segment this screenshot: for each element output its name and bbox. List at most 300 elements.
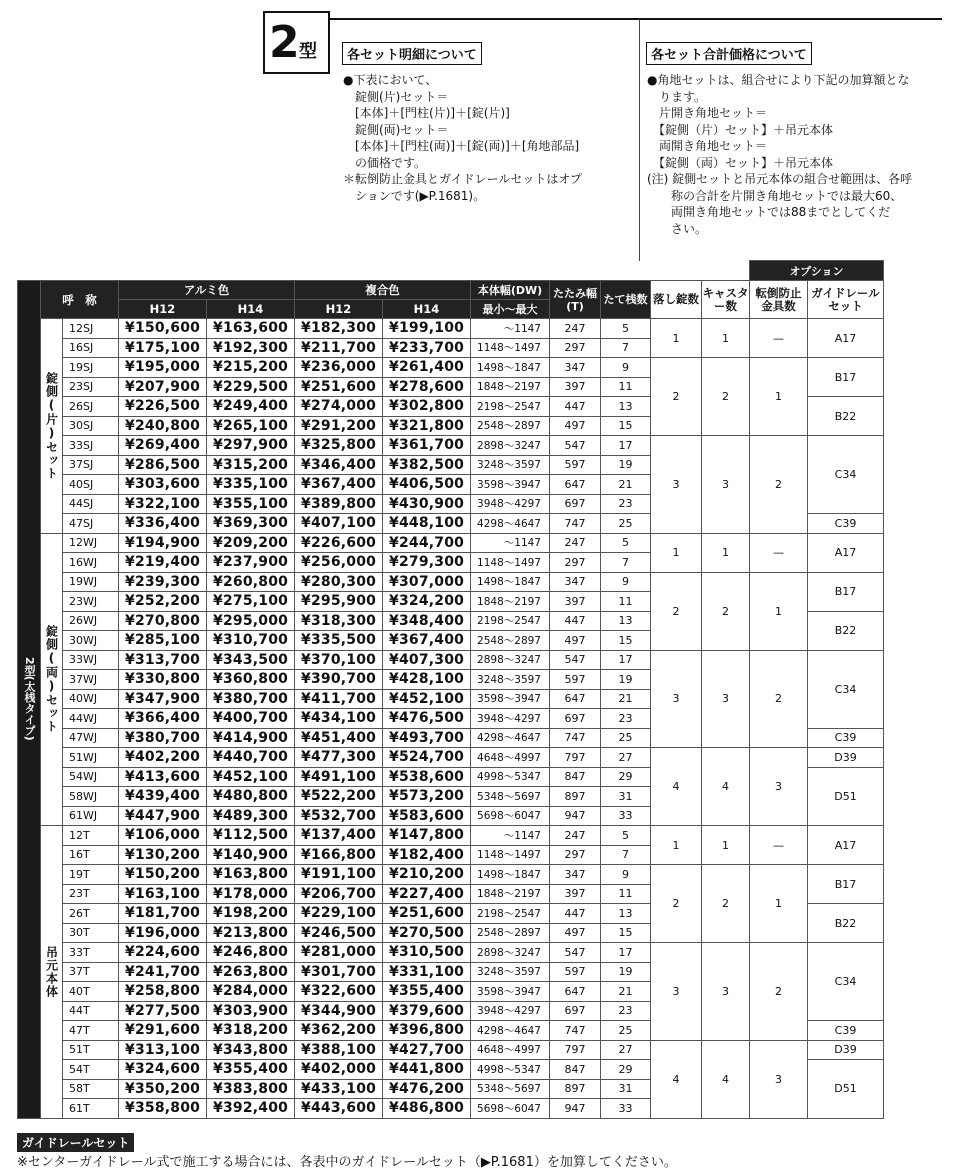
fukugo-h14-price: ¥270,500 [383, 923, 471, 943]
dw-range: 3248～3597 [471, 670, 550, 690]
alumi-h14-price: ¥392,400 [207, 1099, 295, 1119]
guide-value: B22 [808, 611, 884, 650]
fukugo-h12-price: ¥226,600 [295, 533, 383, 553]
alumi-h14-price: ¥355,100 [207, 494, 295, 514]
alumi-h12-price: ¥196,000 [119, 923, 207, 943]
tatami-width: 297 [550, 553, 601, 573]
fukugo-h12-price: ¥166,800 [295, 845, 383, 865]
tate-count: 23 [601, 1001, 651, 1021]
alumi-h14-price: ¥263,800 [207, 962, 295, 982]
dw-range: 3598～3947 [471, 982, 550, 1002]
fukugo-h14-price: ¥355,400 [383, 982, 471, 1002]
alumi-h14-price: ¥237,900 [207, 553, 295, 573]
fukugo-h14-price: ¥261,400 [383, 358, 471, 378]
tate-count: 11 [601, 884, 651, 904]
dw-range: 1498～1847 [471, 865, 550, 885]
dw-range: 4648～4997 [471, 748, 550, 768]
dw-range: 4298～4647 [471, 728, 550, 748]
tatami-width: 597 [550, 962, 601, 982]
tatami-width: 797 [550, 748, 601, 768]
fukugo-h12-price: ¥322,600 [295, 982, 383, 1002]
right-note-line: ります。 [647, 89, 707, 104]
dw-range: 2898～3247 [471, 436, 550, 456]
fukugo-h14-price: ¥452,100 [383, 689, 471, 709]
col-name-header: 呼 称 [41, 281, 119, 319]
fukugo-h14-price: ¥396,800 [383, 1021, 471, 1041]
alumi-h12-price: ¥350,200 [119, 1079, 207, 1099]
right-note-line: 両開き角地セット＝ [647, 139, 768, 153]
tatami-width: 397 [550, 377, 601, 397]
tate-count: 7 [601, 553, 651, 573]
alumi-h12-price: ¥195,000 [119, 358, 207, 378]
dw-range: 5348～5697 [471, 787, 550, 807]
fukugo-h12-price: ¥236,000 [295, 358, 383, 378]
tatami-width: 497 [550, 631, 601, 651]
right-section-notes [647, 72, 912, 237]
header-divider [639, 19, 640, 270]
dw-range: 4998～5347 [471, 767, 550, 787]
alumi-h12-price: ¥447,900 [119, 806, 207, 826]
alumi-h14-price: ¥380,700 [207, 689, 295, 709]
tatami-width: 897 [550, 787, 601, 807]
alumi-h12-price: ¥219,400 [119, 553, 207, 573]
table-row [18, 436, 884, 456]
tento-value: 2 [750, 943, 808, 1041]
alumi-h14-price: ¥360,800 [207, 670, 295, 690]
caster-value: 2 [702, 572, 750, 650]
model-code: 12WJ [63, 533, 119, 553]
tate-count: 33 [601, 1099, 651, 1119]
model-code: 26SJ [63, 397, 119, 417]
alumi-h14-price: ¥400,700 [207, 709, 295, 729]
tatami-width: 647 [550, 689, 601, 709]
model-code: 37WJ [63, 670, 119, 690]
fukugo-h12-price: ¥532,700 [295, 806, 383, 826]
left-note-line: の価格です。 [343, 155, 427, 170]
fukugo-h14-price: ¥441,800 [383, 1060, 471, 1080]
fukugo-h12-price: ¥522,200 [295, 787, 383, 807]
alumi-h14-price: ¥265,100 [207, 416, 295, 436]
fukugo-h12-price: ¥211,700 [295, 338, 383, 358]
tatami-width: 697 [550, 1001, 601, 1021]
tate-count: 19 [601, 455, 651, 475]
tatami-width: 597 [550, 670, 601, 690]
dw-range: 5698～6047 [471, 806, 550, 826]
alumi-h12-price: ¥380,700 [119, 728, 207, 748]
alumi-h14-price: ¥440,700 [207, 748, 295, 768]
alumi-h14-price: ¥213,800 [207, 923, 295, 943]
dw-range: ～1147 [471, 319, 550, 339]
dw-range: 2898～3247 [471, 650, 550, 670]
model-code: 58T [63, 1079, 119, 1099]
tatami-width: 547 [550, 436, 601, 456]
left-note-line: [本体]＋[門柱(片)]＋[錠(片)] [343, 106, 510, 120]
fukugo-h12-price: ¥388,100 [295, 1040, 383, 1060]
alumi-h12-price: ¥286,500 [119, 455, 207, 475]
alumi-h12-price: ¥285,100 [119, 631, 207, 651]
left-note-line: ●下表において、 [343, 73, 438, 87]
model-code: 19SJ [63, 358, 119, 378]
table-row [18, 572, 884, 592]
model-code: 58WJ [63, 787, 119, 807]
fukugo-h12-price: ¥251,600 [295, 377, 383, 397]
fukugo-h14-price: ¥348,400 [383, 611, 471, 631]
group-label: 錠側(両)セット [41, 533, 63, 826]
alumi-h14-price: ¥295,000 [207, 611, 295, 631]
tate-count: 15 [601, 631, 651, 651]
dw-range: 4298～4647 [471, 1021, 550, 1041]
tatami-width: 847 [550, 1060, 601, 1080]
dw-range: 2548～2897 [471, 631, 550, 651]
otoshi-value: 3 [651, 436, 702, 534]
model-code: 40SJ [63, 475, 119, 495]
table-row [18, 533, 884, 553]
alumi-h14-price: ¥163,600 [207, 319, 295, 339]
fukugo-h14-price: ¥428,100 [383, 670, 471, 690]
alumi-h14-price: ¥414,900 [207, 728, 295, 748]
tento-value: 1 [750, 358, 808, 436]
fukugo-h12-price: ¥344,900 [295, 1001, 383, 1021]
alumi-h14-price: ¥229,500 [207, 377, 295, 397]
fukugo-h14-price: ¥406,500 [383, 475, 471, 495]
guide-value: C34 [808, 943, 884, 1021]
model-code: 51WJ [63, 748, 119, 768]
tatami-width: 247 [550, 319, 601, 339]
alumi-h14-price: ¥315,200 [207, 455, 295, 475]
model-code: 54T [63, 1060, 119, 1080]
alumi-h14-header: H14 [207, 300, 295, 319]
fukugo-h14-price: ¥302,800 [383, 397, 471, 417]
tate-count: 17 [601, 650, 651, 670]
dw-range: 3948～4297 [471, 709, 550, 729]
fukugo-h14-price: ¥321,800 [383, 416, 471, 436]
alumi-h14-price: ¥297,900 [207, 436, 295, 456]
dw-range: 2198～2547 [471, 397, 550, 417]
model-code: 16T [63, 845, 119, 865]
fukugo-h14-price: ¥199,100 [383, 319, 471, 339]
dw-range: 4298～4647 [471, 514, 550, 534]
tate-count: 13 [601, 611, 651, 631]
fukugo-h14-price: ¥147,800 [383, 826, 471, 846]
fukugo-h12-price: ¥325,800 [295, 436, 383, 456]
fukugo-h14-price: ¥379,600 [383, 1001, 471, 1021]
fukugo-h14-price: ¥407,300 [383, 650, 471, 670]
fukugo-h12-price: ¥318,300 [295, 611, 383, 631]
guide-value: B22 [808, 904, 884, 943]
tatami-width: 747 [550, 728, 601, 748]
tatami-width: 347 [550, 572, 601, 592]
tate-count: 9 [601, 865, 651, 885]
model-code: 33WJ [63, 650, 119, 670]
otoshi-value: 3 [651, 650, 702, 748]
alumi-h12-price: ¥322,100 [119, 494, 207, 514]
caster-value: 4 [702, 1040, 750, 1118]
fukugo-h12-price: ¥390,700 [295, 670, 383, 690]
fukugo-h14-price: ¥251,600 [383, 904, 471, 924]
right-section-title: 各セット合計価格について [646, 42, 812, 65]
tate-header: たて桟数 [601, 281, 651, 319]
fukugo-h12-price: ¥362,200 [295, 1021, 383, 1041]
left-note-line: 錠側(両)セット＝ [343, 122, 449, 137]
table-row [18, 319, 884, 339]
right-note-line: ●角地セットは、組合せにより下記の加算額とな [647, 73, 910, 87]
otoshi-value: 4 [651, 748, 702, 826]
tate-count: 31 [601, 1079, 651, 1099]
caster-value: 2 [702, 865, 750, 943]
model-code: 33T [63, 943, 119, 963]
tatami-width: 597 [550, 455, 601, 475]
model-code: 23WJ [63, 592, 119, 612]
table-row [18, 865, 884, 885]
guide-value: B22 [808, 397, 884, 436]
fukugo-h12-price: ¥281,000 [295, 943, 383, 963]
alumi-h14-price: ¥249,400 [207, 397, 295, 417]
caster-value: 2 [702, 358, 750, 436]
tatami-width: 947 [550, 806, 601, 826]
dw-range: 5698～6047 [471, 1099, 550, 1119]
fukugo-h14-price: ¥210,200 [383, 865, 471, 885]
model-code: 37T [63, 962, 119, 982]
model-code: 16SJ [63, 338, 119, 358]
alumi-h12-price: ¥347,900 [119, 689, 207, 709]
left-note-line: [本体]＋[門柱(両)]＋[錠(両)]＋[角地部品] [343, 139, 580, 153]
model-code: 23T [63, 884, 119, 904]
otoshi-value: 4 [651, 1040, 702, 1118]
footer-note: ※センターガイドレール式で施工する場合には、各表中のガイドレールセット（▶P.1681）を加算してください。 [17, 1155, 677, 1170]
alumi-h14-price: ¥178,000 [207, 884, 295, 904]
model-code: 37SJ [63, 455, 119, 475]
tento-value: — [750, 533, 808, 572]
model-code: 26WJ [63, 611, 119, 631]
otoshi-value: 2 [651, 572, 702, 650]
model-code: 44SJ [63, 494, 119, 514]
fukugo-h12-price: ¥137,400 [295, 826, 383, 846]
guide-value: A17 [808, 319, 884, 358]
tatami-width: 447 [550, 397, 601, 417]
alumi-h12-price: ¥358,800 [119, 1099, 207, 1119]
header-rule [330, 18, 942, 20]
right-note-line: さい。 [647, 221, 708, 236]
alumi-h12-price: ¥130,200 [119, 845, 207, 865]
otoshi-value: 1 [651, 826, 702, 865]
alumi-h12-price: ¥106,000 [119, 826, 207, 846]
tate-count: 25 [601, 1021, 651, 1041]
right-note-line: 称の合計を片開き角地セットでは最大60、 [647, 188, 903, 203]
fukugo-h14-price: ¥307,000 [383, 572, 471, 592]
dw-range: 3948～4297 [471, 1001, 550, 1021]
alumi-h12-price: ¥336,400 [119, 514, 207, 534]
guide-value: B17 [808, 572, 884, 611]
tate-count: 5 [601, 319, 651, 339]
fukugo-h14-price: ¥278,600 [383, 377, 471, 397]
alumi-h12-price: ¥324,600 [119, 1060, 207, 1080]
fukugo-h14-price: ¥244,700 [383, 533, 471, 553]
tate-count: 21 [601, 475, 651, 495]
tate-count: 5 [601, 826, 651, 846]
alumi-h12-price: ¥413,600 [119, 767, 207, 787]
table-row [18, 826, 884, 846]
fukugo-h12-price: ¥367,400 [295, 475, 383, 495]
fukugo-h12-price: ¥477,300 [295, 748, 383, 768]
alumi-h14-price: ¥303,900 [207, 1001, 295, 1021]
fukugo-h12-price: ¥295,900 [295, 592, 383, 612]
alumi-h14-price: ¥383,800 [207, 1079, 295, 1099]
fukugo-h12-price: ¥335,500 [295, 631, 383, 651]
tate-count: 27 [601, 1040, 651, 1060]
model-code: 16WJ [63, 553, 119, 573]
tate-count: 33 [601, 806, 651, 826]
model-code: 61T [63, 1099, 119, 1119]
fukugo-h14-price: ¥427,700 [383, 1040, 471, 1060]
tatami-width: 447 [550, 904, 601, 924]
alumi-h12-price: ¥366,400 [119, 709, 207, 729]
alumi-h14-price: ¥198,200 [207, 904, 295, 924]
fukugo-h14-price: ¥476,500 [383, 709, 471, 729]
type-badge [263, 11, 330, 74]
dw-range: 2548～2897 [471, 416, 550, 436]
fukugo-h14-price: ¥430,900 [383, 494, 471, 514]
tate-count: 29 [601, 1060, 651, 1080]
right-note-line: 【錠側（片）セット】＋吊元本体 [647, 122, 834, 137]
dw-header: 本体幅(DW) [471, 281, 550, 300]
tatami-width: 647 [550, 982, 601, 1002]
dw-range: 3598～3947 [471, 689, 550, 709]
fukugo-h12-price: ¥346,400 [295, 455, 383, 475]
fukugo-h12-price: ¥191,100 [295, 865, 383, 885]
tatami-width: 847 [550, 767, 601, 787]
right-note-line: (注) 錠側セットと吊元本体の組合せ範囲は、各呼 [647, 172, 913, 186]
alumi-h14-price: ¥355,400 [207, 1060, 295, 1080]
model-code: 61WJ [63, 806, 119, 826]
tate-count: 15 [601, 416, 651, 436]
dw-range: 2198～2547 [471, 904, 550, 924]
tatami-width: 897 [550, 1079, 601, 1099]
tatami-width: 397 [550, 592, 601, 612]
alumi-h14-price: ¥369,300 [207, 514, 295, 534]
dw-range: 1148～1497 [471, 553, 550, 573]
alumi-h12-price: ¥277,500 [119, 1001, 207, 1021]
fukugo-h12-price: ¥274,000 [295, 397, 383, 417]
tate-count: 25 [601, 728, 651, 748]
fukugo-h14-price: ¥182,400 [383, 845, 471, 865]
alumi-h12-price: ¥439,400 [119, 787, 207, 807]
fukugo-h12-price: ¥402,000 [295, 1060, 383, 1080]
fukugo-h14-price: ¥324,200 [383, 592, 471, 612]
option-header: オプション [750, 261, 884, 281]
tento-value: 1 [750, 572, 808, 650]
dw-range: 1148～1497 [471, 338, 550, 358]
guide-value: D51 [808, 767, 884, 826]
alumi-h12-price: ¥402,200 [119, 748, 207, 768]
model-code: 19WJ [63, 572, 119, 592]
tatami-width: 397 [550, 884, 601, 904]
guide-value: B17 [808, 358, 884, 397]
tatami-width: 297 [550, 338, 601, 358]
left-note-line: ションです(▶P.1681)。 [343, 188, 486, 203]
fukugo-h14-price: ¥524,700 [383, 748, 471, 768]
caster-value: 4 [702, 748, 750, 826]
type-number: 2 [269, 17, 300, 68]
alumi-h14-price: ¥452,100 [207, 767, 295, 787]
otoshi-value: 1 [651, 319, 702, 358]
tate-count: 9 [601, 358, 651, 378]
tatami-width: 747 [550, 1021, 601, 1041]
tate-count: 13 [601, 397, 651, 417]
guide-value: B17 [808, 865, 884, 904]
alumi-h14-price: ¥284,000 [207, 982, 295, 1002]
fukugo-h14-price: ¥448,100 [383, 514, 471, 534]
fukugo-header: 複合色 [295, 281, 471, 300]
alumi-h12-price: ¥224,600 [119, 943, 207, 963]
right-note-line: 両開き角地セットでは88までとしてくだ [647, 205, 891, 219]
fukugo-h12-price: ¥280,300 [295, 572, 383, 592]
fukugo-h14-price: ¥538,600 [383, 767, 471, 787]
model-code: 44T [63, 1001, 119, 1021]
left-section-notes [343, 72, 582, 204]
alumi-h12-price: ¥303,600 [119, 475, 207, 495]
alumi-h12-price: ¥194,900 [119, 533, 207, 553]
otoshi-header: 落し錠数 [651, 281, 702, 319]
dw-range: 1848～2197 [471, 884, 550, 904]
guide-value: A17 [808, 826, 884, 865]
fukugo-h12-price: ¥434,100 [295, 709, 383, 729]
tento-value: — [750, 319, 808, 358]
alumi-h12-header: H12 [119, 300, 207, 319]
side-label: 2型(太桟タイプ) [18, 281, 41, 1119]
tate-count: 9 [601, 572, 651, 592]
alumi-h12-price: ¥175,100 [119, 338, 207, 358]
fukugo-h14-price: ¥310,500 [383, 943, 471, 963]
alumi-h12-price: ¥270,800 [119, 611, 207, 631]
tatami-width: 497 [550, 923, 601, 943]
tate-count: 17 [601, 436, 651, 456]
table-row [18, 748, 884, 768]
table-row [18, 1040, 884, 1060]
alumi-h14-price: ¥489,300 [207, 806, 295, 826]
caster-value: 1 [702, 826, 750, 865]
alumi-h14-price: ¥163,800 [207, 865, 295, 885]
dw-range: 1848～2197 [471, 377, 550, 397]
dw-range: 3248～3597 [471, 455, 550, 475]
fukugo-h12-price: ¥451,400 [295, 728, 383, 748]
alumi-h14-price: ¥343,500 [207, 650, 295, 670]
tatami-width: 697 [550, 709, 601, 729]
tatami-width: 497 [550, 416, 601, 436]
dw-range: 1498～1847 [471, 358, 550, 378]
dw-range: 4648～4997 [471, 1040, 550, 1060]
alumi-h12-price: ¥181,700 [119, 904, 207, 924]
group-label: 錠側(片)セット [41, 319, 63, 534]
tate-count: 31 [601, 787, 651, 807]
guide-value: C39 [808, 1021, 884, 1041]
alumi-h12-price: ¥313,100 [119, 1040, 207, 1060]
tatami-width: 297 [550, 845, 601, 865]
dw-range: 5348～5697 [471, 1079, 550, 1099]
left-note-line: ＊転倒防止金具とガイドレールセットはオプ [343, 172, 583, 186]
fukugo-h12-price: ¥291,200 [295, 416, 383, 436]
fukugo-h14-price: ¥227,400 [383, 884, 471, 904]
alumi-h14-price: ¥260,800 [207, 572, 295, 592]
alumi-h12-price: ¥252,200 [119, 592, 207, 612]
tento-value: 2 [750, 436, 808, 534]
alumi-h14-price: ¥335,100 [207, 475, 295, 495]
tate-count: 21 [601, 982, 651, 1002]
fukugo-h12-price: ¥301,700 [295, 962, 383, 982]
tate-count: 23 [601, 709, 651, 729]
caster-value: 1 [702, 533, 750, 572]
dw-range: ～1147 [471, 826, 550, 846]
fukugo-h12-price: ¥370,100 [295, 650, 383, 670]
